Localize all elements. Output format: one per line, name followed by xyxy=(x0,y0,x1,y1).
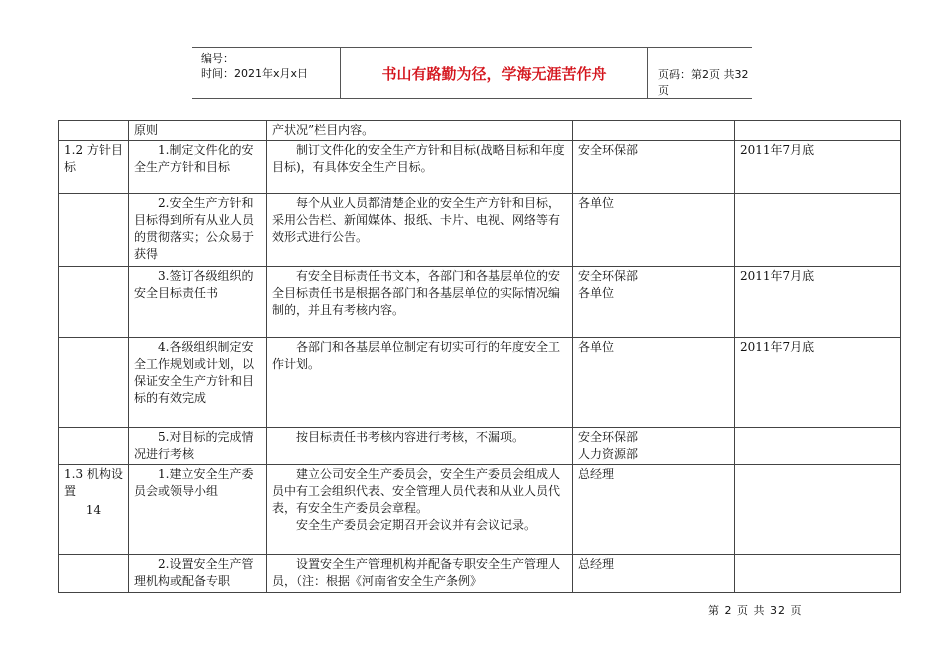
cell-requirement: 1.制定文件化的安全生产方针和目标 xyxy=(129,141,267,194)
cell-item xyxy=(59,555,129,593)
cell-department xyxy=(573,121,735,141)
cell-department: 安全环保部 xyxy=(573,141,735,194)
item-number: 14 xyxy=(85,503,102,517)
item-title: 1.3 机构设置 xyxy=(64,467,123,498)
page-footer: 第 2 页 共 32 页 xyxy=(708,604,803,617)
table-row xyxy=(59,428,901,465)
cell-department: 各单位 xyxy=(573,194,735,267)
header-meta xyxy=(192,48,340,98)
cell-deadline: 2011年7月底 xyxy=(735,338,901,428)
cell-requirement: 5.对目标的完成情况进行考核 xyxy=(129,428,267,465)
date-label: 时间：2021年x月x日 xyxy=(201,67,309,80)
cell-item xyxy=(59,194,129,267)
cell-requirement: 2.设置安全生产管理机构或配备专职 xyxy=(129,555,267,593)
cell-requirement: 3.签订各级组织的安全目标责任书 xyxy=(129,267,267,338)
cell-department: 总经理 xyxy=(573,465,735,555)
cell-item xyxy=(59,121,129,141)
cell-requirement: 原则 xyxy=(129,121,267,141)
cell-department: 安全环保部 人力资源部 xyxy=(573,428,735,465)
cell-content: 建立公司安全生产委员会，安全生产委员会组成人员中有工会组织代表、安全管理人员代表和从业人员代表，有安全生产委员会章程。 安全生产委员会定期召开会议并有会议记录。 xyxy=(267,465,573,555)
cell-item xyxy=(59,338,129,428)
cell-item xyxy=(59,428,129,465)
table-row xyxy=(59,555,901,593)
table-row xyxy=(59,141,901,194)
cell-deadline xyxy=(735,121,901,141)
number-label: 编号： xyxy=(201,52,234,65)
cell-deadline: 2011年7月底 xyxy=(735,141,901,194)
cell-deadline xyxy=(735,465,901,555)
cell-content: 有安全目标责任书文本，各部门和各基层单位的安全目标责任书是根据各部门和各基层单位的实际情况编制的，并且有考核内容。 xyxy=(267,267,573,338)
cell-requirement: 2.安全生产方针和目标得到所有从业人员的贯彻落实；公众易于获得 xyxy=(129,194,267,267)
cell-deadline xyxy=(735,555,901,593)
cell-content: 每个从业人员都清楚企业的安全生产方针和目标，采用公告栏、新闻媒体、报纸、卡片、电视、网络等有效形式进行公告。 xyxy=(267,194,573,267)
cell-deadline xyxy=(735,194,901,267)
cell-requirement: 4.各级组织制定安全工作规划或计划，以保证安全生产方针和目标的有效完成 xyxy=(129,338,267,428)
cell-department: 总经理 xyxy=(573,555,735,593)
cell-requirement: 1.建立安全生产委员会或领导小组 xyxy=(129,465,267,555)
header-page-label: 页码：第2页 共32页 xyxy=(658,68,749,97)
cell-content: 产状况”栏目内容。 xyxy=(267,121,573,141)
cell-content: 设置安全生产管理机构并配备专职安全生产管理人员，（注：根据《河南省安全生产条例》 xyxy=(267,555,573,593)
cell-content: 按目标责任书考核内容进行考核，不漏项。 xyxy=(267,428,573,465)
cell-deadline xyxy=(735,428,901,465)
cell-deadline: 2011年7月底 xyxy=(735,267,901,338)
table-row xyxy=(59,121,901,141)
cell-item xyxy=(59,465,129,555)
cell-department: 各单位 xyxy=(573,338,735,428)
cell-item: 1.2 方针目标 xyxy=(59,141,129,194)
cell-department: 安全环保部 各单位 xyxy=(573,267,735,338)
header-motto: 书山有路勤为径，学海无涯苦作舟 xyxy=(340,48,648,98)
table-row xyxy=(59,465,901,555)
content-table xyxy=(58,120,901,593)
cell-item xyxy=(59,267,129,338)
table-row xyxy=(59,267,901,338)
table-row xyxy=(59,194,901,267)
cell-content: 制订文件化的安全生产方针和目标(战略目标和年度目标)，有具体安全生产目标。 xyxy=(267,141,573,194)
cell-content: 各部门和各基层单位制定有切实可行的年度安全工作计划。 xyxy=(267,338,573,428)
table-row xyxy=(59,338,901,428)
page-header xyxy=(192,47,752,99)
